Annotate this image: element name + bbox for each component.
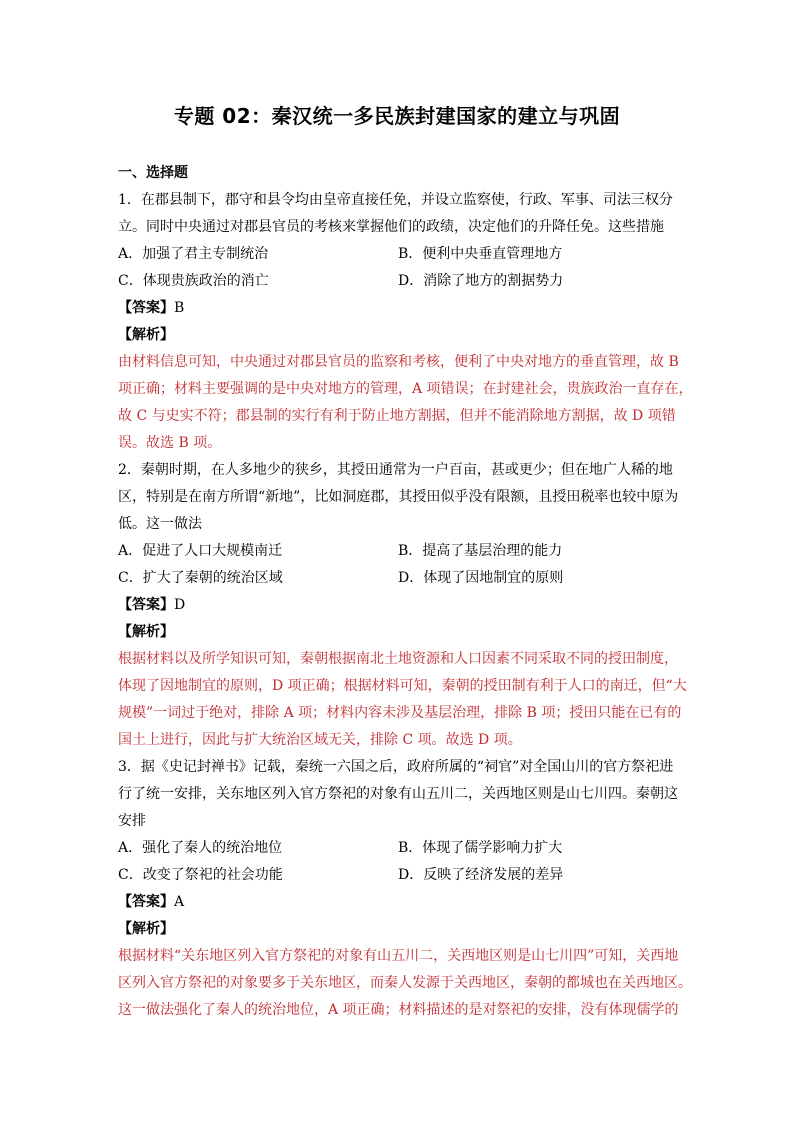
analysis-text (118, 349, 693, 457)
answer-value: D (174, 597, 186, 613)
question-1 (118, 187, 693, 457)
option-d: D．消除了地方的割据势力 (398, 273, 564, 289)
question-stem-line: 行了统一安排，关东地区列入官方祭祀的对象有山五川二，关西地区则是山七川四。秦朝这 (118, 786, 678, 802)
analysis-line: 项正确；材料主要强调的是中央对地方的管理，A 项错误；在封建社会，贵族政治一直存在， (118, 381, 693, 397)
analysis-line: 根据材料以及所学知识可知，秦朝根据南北土地资源和人口因素不同采取不同的授田制度， (118, 651, 678, 667)
question-2 (118, 457, 687, 754)
answer-label: 【答案】 (118, 597, 174, 613)
answer-value: B (174, 300, 185, 316)
answer-line (118, 889, 678, 916)
option-d: D．反映了经济发展的差异 (398, 867, 564, 883)
option-list (118, 241, 678, 295)
option-c: C．体现贵族政治的消亡 (118, 273, 269, 289)
option-list (118, 538, 678, 592)
analysis-line: 规模”一词过于绝对，排除 A 项；材料内容未涉及基层治理，排除 B 项；授田只能在已有的 (118, 705, 682, 721)
analysis-line: 体现了因地制宜的原则，D 项正确；根据材料可知，秦朝的授田制有利于人口的南迁，但“大 (118, 678, 687, 694)
answer-value: A (174, 894, 185, 910)
analysis-text (118, 943, 692, 1024)
analysis-line: 由材料信息可知，中央通过对郡县官员的监察和考核，便利了中央对地方的垂直管理，故 B (118, 354, 679, 370)
option-c: C．改变了祭祀的社会功能 (118, 867, 283, 883)
analysis-line: 误。故选 B 项。 (118, 435, 222, 451)
analysis-line: 这一做法强化了秦人的统治地位，A 项正确；材料描述的是对祭祀的安排，没有体现儒学的 (118, 1002, 679, 1018)
analysis-label: 【解析】 (118, 327, 174, 343)
option-a: A．加强了君主专制统治 (118, 246, 269, 262)
analysis-line: 区列入官方祭祀的对象要多于关东地区，而秦人发源于关西地区，秦朝的都城也在关西地区。 (118, 975, 692, 991)
question-stem-line: 立。同时中央通过对郡县官员的考核来掌握他们的政绩，决定他们的升降任免。这些措施 (118, 219, 664, 235)
answer-label: 【答案】 (118, 894, 174, 910)
option-a: A．强化了秦人的统治地位 (118, 840, 283, 856)
analysis-line: 国土上进行，因此与扩大统治区域无关，排除 C 项。故选 D 项。 (118, 732, 522, 748)
question-stem-line: 区，特别是在南方所谓“新地”，比如洞庭郡，其授田似乎没有限额，且授田税率也较中原为 (118, 489, 679, 505)
analysis-line: 根据材料“关东地区列入官方祭祀的对象有山五川二，关西地区则是山七川四”可知，关西地 (118, 948, 679, 964)
option-d: D．体现了因地制宜的原则 (398, 570, 564, 586)
question-3 (118, 754, 692, 1024)
analysis-label: 【解析】 (118, 921, 174, 937)
question-stem-line: 2．秦朝时期，在人多地少的狭乡，其授田通常为一户百亩，甚或更少；但在地广人稀的地 (118, 462, 673, 478)
document-body (118, 160, 693, 1024)
question-stem-line: 低。这一做法 (118, 516, 202, 532)
answer-line (118, 295, 678, 322)
section-heading: 一、选择题 (118, 165, 188, 181)
option-c: C．扩大了秦朝的统治区域 (118, 570, 283, 586)
question-stem-line: 1．在郡县制下，郡守和县令均由皇帝直接任免，并设立监察使，行政、军事、司法三权分 (118, 192, 673, 208)
option-b: B．提高了基层治理的能力 (398, 543, 563, 559)
answer-line (118, 592, 678, 619)
option-b: B．体现了儒学影响力扩大 (398, 840, 563, 856)
analysis-line: 故 C 与史实不符；郡县制的实行有利于防止地方割据，但并不能消除地方割据，故 D 项错 (118, 408, 676, 424)
answer-label: 【答案】 (118, 300, 174, 316)
analysis-label: 【解析】 (118, 624, 174, 640)
question-stem-line: 3．据《史记封禅书》记载，秦统一六国之后，政府所属的“祠官”对全国山川的官方祭祀进 (118, 759, 674, 775)
option-a: A．促进了人口大规模南迁 (118, 543, 283, 559)
page-title: 专题 02：秦汉统一多民族封建国家的建立与巩固 (173, 104, 621, 128)
analysis-text (118, 646, 687, 754)
option-b: B．便利中央垂直管理地方 (398, 246, 563, 262)
option-list (118, 835, 678, 889)
question-stem-line: 安排 (118, 813, 146, 829)
